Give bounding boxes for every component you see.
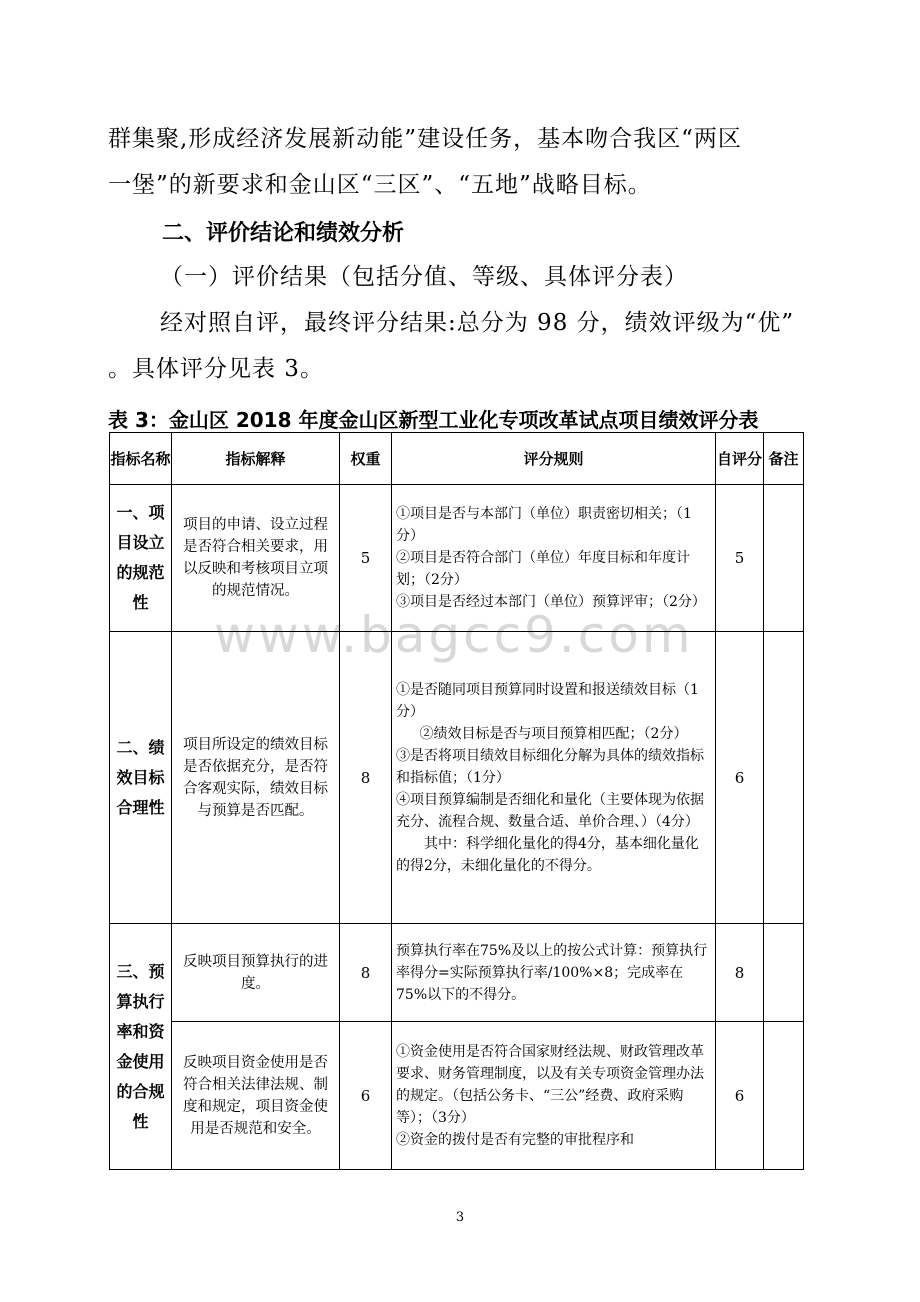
table-row bbox=[110, 924, 804, 1022]
table-header-row bbox=[110, 433, 804, 485]
rules-cell bbox=[392, 485, 716, 632]
intro-line-1: 群集聚,形成经济发展新动能”建设任务，基本吻合我区“两区 bbox=[108, 126, 742, 152]
intro-line-2: 一堡”的新要求和金山区“三区”、“五地”战略目标。 bbox=[108, 172, 652, 198]
explanation-cell: 反映项目预算执行的进度。 bbox=[172, 924, 340, 1022]
result-line-2: 。具体评分见表 3。 bbox=[108, 356, 324, 382]
table-row bbox=[110, 632, 804, 924]
rule-item: ④项目预算编制是否细化和量化（主要体现为依据充分、流程合规、数量合适、单价合理、）（4分） bbox=[396, 791, 704, 830]
score-cell: 6 bbox=[716, 632, 764, 924]
header-weight: 权重 bbox=[340, 433, 392, 485]
rule-item: ②资金的拨付是否有完整的审批程序和 bbox=[396, 1131, 634, 1148]
rules-cell bbox=[392, 632, 716, 924]
explanation-cell: 项目的申请、设立过程是否符合相关要求，用以反映和考核项目立项的规范情况。 bbox=[172, 485, 340, 632]
score-cell: 5 bbox=[716, 485, 764, 632]
header-self-score: 自评分 bbox=[716, 433, 764, 485]
result-paragraph bbox=[108, 300, 808, 392]
table-row bbox=[110, 1022, 804, 1170]
remarks-cell bbox=[764, 924, 804, 1022]
header-explanation: 指标解释 bbox=[172, 433, 340, 485]
section-heading: 二、评价结论和绩效分析 bbox=[162, 221, 405, 246]
rule-item: ①是否随同项目预算同时设置和报送绩效目标（1分） bbox=[396, 681, 699, 720]
intro-paragraph bbox=[108, 116, 808, 208]
rule-item: ③项目是否经过本部门（单位）预算评审；（2分） bbox=[396, 594, 706, 610]
remarks-cell bbox=[764, 485, 804, 632]
header-rules: 评分规则 bbox=[392, 433, 716, 485]
rule-item: ①项目是否与本部门（单位）职责密切相关；（1分） bbox=[396, 506, 692, 544]
indicator-cell: 一、项目设立的规范性 bbox=[110, 485, 172, 632]
page-number: 3 bbox=[455, 1210, 465, 1225]
remarks-cell bbox=[764, 1022, 804, 1170]
header-indicator: 指标名称 bbox=[110, 433, 172, 485]
rule-item: ③是否将项目绩效目标细化分解为具体的绩效指标和指标值；（1分） bbox=[396, 747, 704, 786]
weight-cell: 8 bbox=[340, 632, 392, 924]
remarks-cell bbox=[764, 632, 804, 924]
weight-cell: 8 bbox=[340, 924, 392, 1022]
score-table bbox=[109, 432, 804, 1170]
rule-item: 其中：科学细化量化的得4分，基本细化量化的得2分，未细化量化的不得分。 bbox=[396, 835, 699, 874]
rule-item: ②绩效目标是否与项目预算相匹配；（2分） bbox=[419, 725, 688, 742]
rule-item: ①资金使用是否符合国家财经法规、财政管理改革要求、财务管理制度，以及有关专项资金管理办法的规定。（包括公务卡、“三公”经费、政府采购等）；（3分） bbox=[396, 1043, 704, 1126]
rule-item: 预算执行率在75%及以上的按公式计算：预算执行率得分=实际预算执行率/100%×8；完成率在75%以下的不得分。 bbox=[396, 942, 708, 1003]
weight-cell: 5 bbox=[340, 485, 392, 632]
subheading: （一）评价结果（包括分值、等级、具体评分表） bbox=[160, 264, 688, 290]
table-caption: 表 3：金山区 2018 年度金山区新型工业化专项改革试点项目绩效评分表 bbox=[108, 408, 759, 432]
score-cell: 8 bbox=[716, 924, 764, 1022]
rule-item: ②项目是否符合部门（单位）年度目标和年度计划；（2分） bbox=[396, 550, 690, 588]
header-remarks: 备注 bbox=[764, 433, 804, 485]
explanation-cell: 反映项目资金使用是否符合相关法律法规、制度和规定，项目资金使用是否规范和安全。 bbox=[172, 1022, 340, 1170]
result-line-1: 经对照自评，最终评分结果:总分为 98 分，绩效评级为“优” bbox=[160, 310, 795, 336]
table-row bbox=[110, 485, 804, 632]
weight-cell: 6 bbox=[340, 1022, 392, 1170]
explanation-cell: 项目所设定的绩效目标是否依据充分，是否符合客观实际，绩效目标与预算是否匹配。 bbox=[172, 632, 340, 924]
score-cell: 6 bbox=[716, 1022, 764, 1170]
watermark: www.bagcc9.com bbox=[214, 606, 694, 664]
rules-cell bbox=[392, 924, 716, 1022]
indicator-cell: 三、预算执行率和资金使用的合规性 bbox=[110, 924, 172, 1170]
rules-cell bbox=[392, 1022, 716, 1170]
indicator-cell: 二、绩效目标合理性 bbox=[110, 632, 172, 924]
